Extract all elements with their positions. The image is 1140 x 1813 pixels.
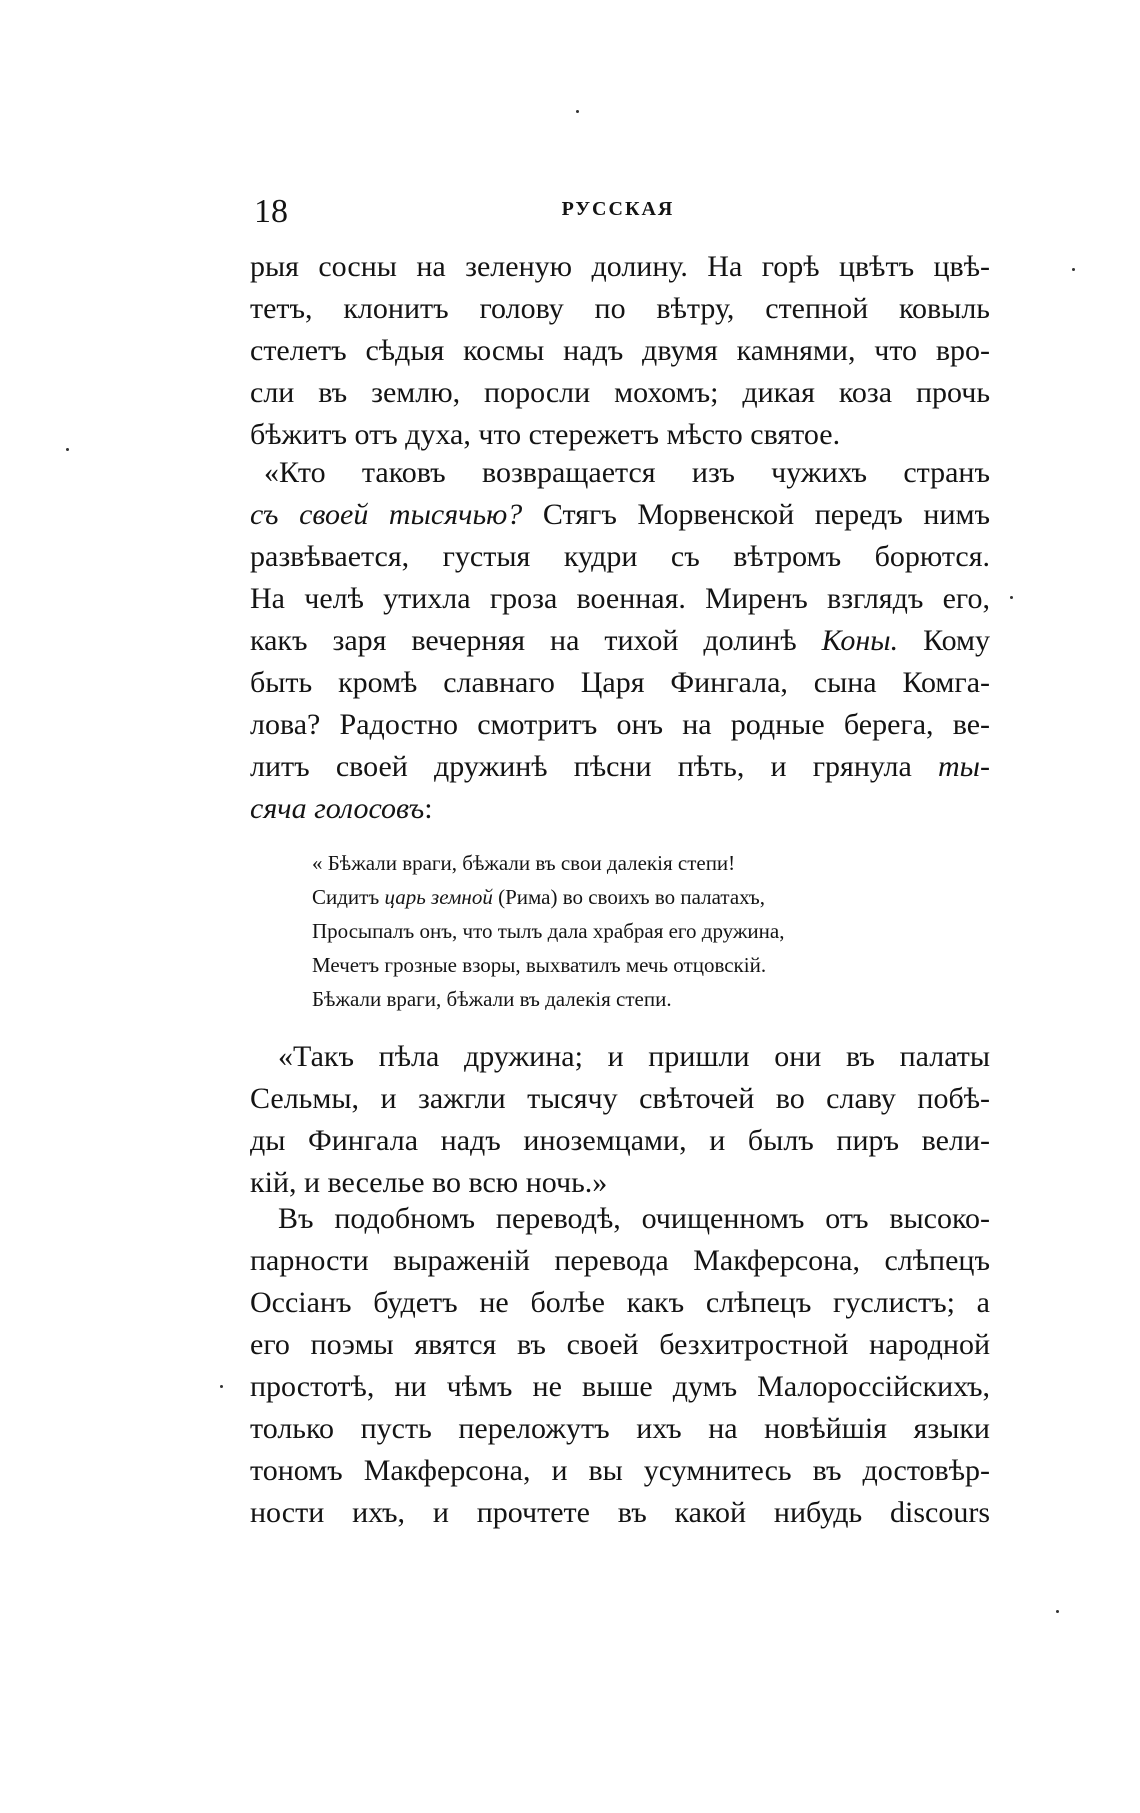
- italic-segment: царь земной: [384, 885, 493, 909]
- text-line: [250, 788, 990, 830]
- text-line: «Такъ пѣла дружина; и пришли они въ палаты: [278, 1040, 990, 1073]
- text-line: бѣжитъ отъ духа, что стережетъ мѣсто святое.: [250, 418, 841, 451]
- text-line: только пусть переложутъ ихъ на новѣйшія языки: [250, 1412, 990, 1445]
- text-line: [250, 494, 990, 536]
- paragraph-1: [250, 246, 990, 456]
- page-number: 18: [254, 193, 288, 230]
- verse-line: Мечетъ грозные взоры, выхватилъ мечь отцовскій.: [312, 953, 767, 977]
- text-line: [250, 452, 990, 494]
- italic-segment: Коны.: [821, 624, 899, 657]
- text-segment: Стягъ Морвенской передъ нимъ: [522, 498, 990, 531]
- text-line: ды Фингала надъ иноземцами, и былъ пиръ вели-: [250, 1124, 990, 1157]
- text-line: кій, и веселье во всю ночь.»: [250, 1166, 608, 1199]
- italic-segment: ты-: [938, 750, 990, 783]
- paragraph-2: [250, 452, 990, 830]
- text-line: сли въ землю, поросли мохомъ; дикая коза прочь: [250, 376, 990, 409]
- text-segment: :: [424, 792, 433, 825]
- verse-line: « Бѣжали враги, бѣжали въ свои далекія степи!: [312, 851, 736, 875]
- text-line: рыя сосны на зеленую долину. На горѣ цвѣтъ цвѣ-: [250, 250, 990, 283]
- text-line: Оссіанъ будетъ не болѣе какъ слѣпецъ гуслистъ; а: [250, 1286, 990, 1319]
- text-line: стелетъ сѣдыя космы надъ двумя камнями, что вро-: [250, 334, 990, 367]
- scan-speck: [1056, 1610, 1059, 1613]
- text-line: его поэмы явятся въ своей безхитростной народной: [250, 1328, 990, 1361]
- verse-line: Просыпалъ онъ, что тылъ дала храбрая его дружина,: [312, 919, 785, 943]
- scan-speck: [1010, 596, 1013, 599]
- text-line: тетъ, клонитъ голову по вѣтру, степной ковыль: [250, 292, 990, 325]
- text-line: На челѣ утихла гроза военная. Миренъ взглядъ его,: [250, 582, 990, 615]
- text-segment: Сидитъ: [312, 885, 385, 909]
- italic-segment: съ своей тысячью?: [250, 498, 523, 531]
- scan-speck: [66, 448, 69, 451]
- scan-speck: [1072, 268, 1075, 271]
- verse-line: Бѣжали враги, бѣжали въ далекія степи.: [312, 987, 672, 1011]
- text-segment: (Рима) во своихъ во палатахъ,: [492, 885, 765, 909]
- running-head: РУССКАЯ: [561, 198, 675, 220]
- text-segment: какъ заря вечерняя на тихой долинѣ: [250, 624, 822, 657]
- text-line: Сельмы, и зажгли тысячу свѣточей во славу побѣ-: [250, 1082, 990, 1115]
- text-segment: «Кто таковъ возвращается изъ чужихъ странъ: [264, 456, 990, 489]
- page-header: [248, 192, 988, 232]
- text-segment: литъ своей дружинѣ пѣсни пѣть, и грянула: [250, 750, 939, 783]
- text-line: тономъ Макферсона, и вы усумнитесь въ достовѣр-: [250, 1454, 990, 1487]
- verse-line: [312, 880, 952, 914]
- text-segment: Кому: [898, 624, 990, 657]
- paragraph-3: [250, 1036, 990, 1204]
- text-line: [250, 746, 990, 788]
- text-line: [250, 620, 990, 662]
- scan-speck: [220, 1385, 223, 1388]
- text-line: парности выраженій перевода Макферсона, слѣпецъ: [250, 1244, 990, 1277]
- text-line: Въ подобномъ переводѣ, очищенномъ отъ высоко-: [278, 1202, 990, 1235]
- text-line: развѣвается, густыя кудри съ вѣтромъ борются.: [250, 540, 990, 573]
- scan-speck: [576, 110, 579, 113]
- verse-block: [312, 846, 952, 1016]
- text-line: ности ихъ, и прочтете въ какой нибудь discours: [250, 1496, 990, 1529]
- text-line: простотѣ, ни чѣмъ не выше думъ Малороссійскихъ,: [250, 1370, 990, 1403]
- paragraph-4: [250, 1198, 990, 1534]
- text-line: лова? Радостно смотритъ онъ на родные берега, ве-: [250, 708, 990, 741]
- italic-segment: сяча голосовъ: [250, 792, 425, 825]
- text-line: быть кромѣ славнаго Царя Фингала, сына Комга-: [250, 666, 990, 699]
